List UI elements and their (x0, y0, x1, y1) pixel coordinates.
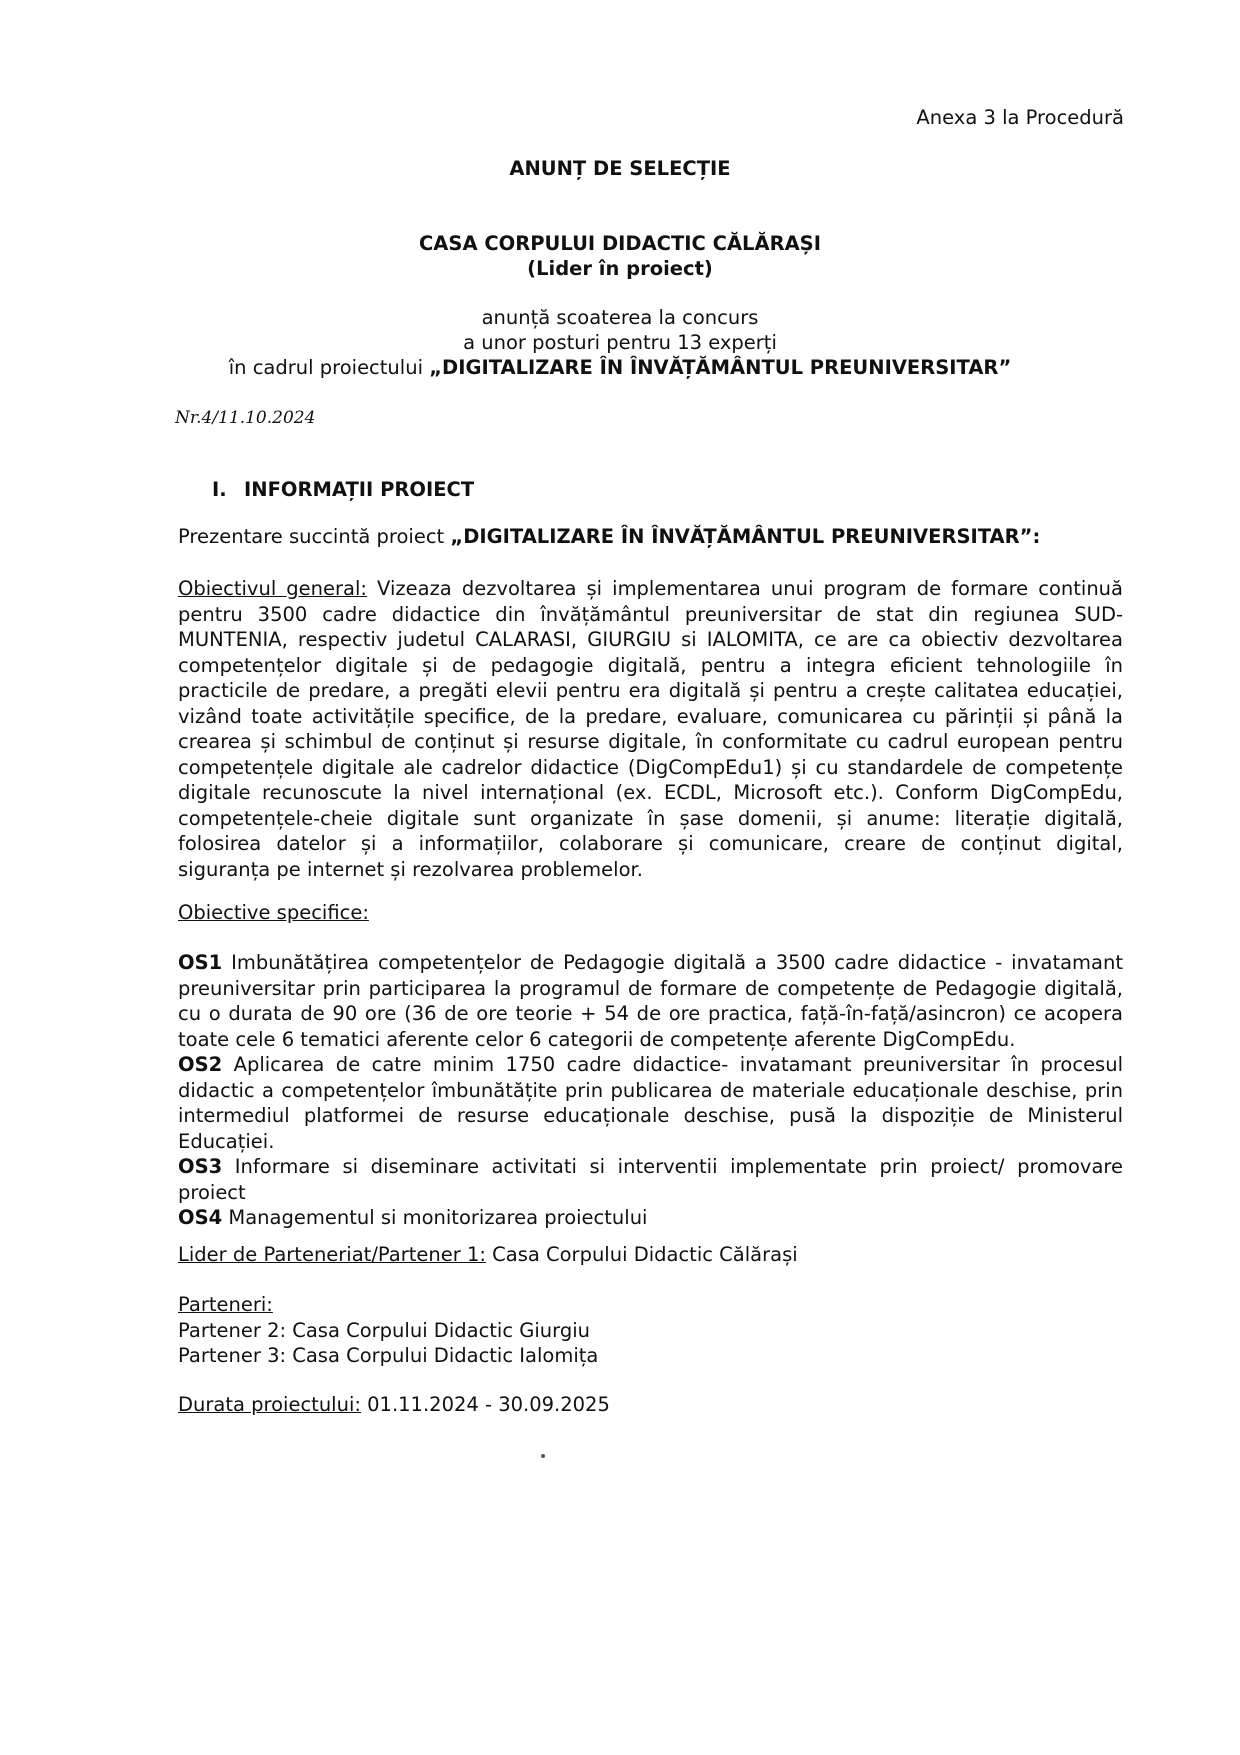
objective-code: OS3 (178, 1155, 223, 1178)
organization-name: CASA CORPULUI DIDACTIC CĂLĂRAȘI (419, 232, 821, 255)
objective-item (178, 1154, 1123, 1205)
objective-item (178, 1205, 1123, 1231)
project-intro (178, 524, 1123, 550)
objective-code: OS1 (178, 951, 223, 974)
duration-label: Durata proiectului: (178, 1393, 361, 1416)
announcement-line-1: anunță scoaterea la concurs (481, 306, 759, 329)
section-number: I. (212, 478, 227, 501)
announcement-line-3 (0, 356, 1240, 379)
section-title: INFORMAȚII PROIECT (244, 478, 475, 501)
project-duration (178, 1392, 1123, 1418)
partners-label: Parteneri: (178, 1293, 273, 1316)
page-title: ANUNȚ DE SELECȚIE (509, 157, 731, 180)
objective-text: Informare si diseminare activitati si interventii implementate prin proiect/ promovare proiect (178, 1155, 1123, 1204)
objective-text: Imbunătățirea competențelor de Pedagogie digitală a 3500 cadre didactice - invatamant preuniversitar prin participarea la programul de formare de competențe de Pedagogie digitală, cu o durata de 90 ore (36 de ore teorie + 54 de ore practica, față-în-față/asincron) ce acopera toate cele 6 tematici aferente celor 6 categorii de competențe aferente DigCompEdu. (178, 951, 1123, 1051)
objective-text: Aplicarea de catre minim 1750 cadre didactice- invatamant preuniversitar în procesul didactic a competențelor îmbunătățite prin publicarea de materiale educaționale deschise, prin intermediul platformei de resurse educaționale deschise, pusă la dispoziție de Ministerul Educației. (178, 1053, 1123, 1153)
announcement-prefix: în cadrul proiectului (228, 356, 430, 379)
partners-block (178, 1292, 1123, 1369)
organization-role: (Lider în proiect) (527, 257, 713, 280)
leader-label: Lider de Parteneriat/Partener 1: (178, 1243, 486, 1266)
intro-prefix: Prezentare succintă proiect (178, 525, 451, 548)
objective-code: OS4 (178, 1206, 223, 1229)
project-name: „DIGITALIZARE ÎN ÎNVĂȚĂMÂNTUL PREUNIVERSITAR” (429, 356, 1012, 379)
section-heading (212, 478, 474, 501)
objective-code: OS2 (178, 1053, 223, 1076)
announcement-line-2: a unor posturi pentru 13 experți (463, 331, 777, 354)
partner-item: Partener 2: Casa Corpului Didactic Giurgiu (178, 1318, 590, 1342)
annex-label: Anexa 3 la Procedură (916, 106, 1124, 129)
project-leader (178, 1242, 1123, 1268)
scan-speck (541, 1454, 545, 1458)
general-objective-text: Vizeaza dezvoltarea și implementarea unui program de formare continuă pentru 3500 cadre didactice din învățământul preuniversitar de stat din regiunea SUD-MUNTENIA, respectiv judetul CALARASI, GIURGIU si IALOMITA, ce are ca obiectiv dezvoltarea competențelor digitale și de pedagogie digitală, pentru a integra eficient tehnologiile în practicile de predare, a pregăti elevii pentru era digitală și pentru a crește calitatea educației, vizând toate activitățile specifice, de la predare, evaluare, comunicarea cu părinții și până la crearea și schimbul de conținut și resurse digitale, în conformitate cu cadrul european pentru competențele digitale ale cadrelor didactice (DigCompEdu1) și cu standardele de competențe digitale recunoscute la nivel internațional (ex. ECDL, Microsoft etc.). Conform DigCompEdu, competențele-cheie digitale sunt organizate în șase domenii, și anume: literație digitală, folosirea datelor și a informațiilor, colaborare și comunicare, creare de conținut digital, siguranța pe internet și rezolvarea problemelor. (178, 577, 1123, 881)
specific-objectives-list (178, 950, 1123, 1231)
objective-item (178, 950, 1123, 1052)
objective-item (178, 1052, 1123, 1154)
leader-value: Casa Corpului Didactic Călărași (485, 1243, 798, 1266)
objective-text: Managementul si monitorizarea proiectului (222, 1206, 648, 1229)
general-objective (178, 576, 1123, 882)
partner-item: Partener 3: Casa Corpului Didactic Ialomița (178, 1344, 599, 1367)
duration-value: 01.11.2024 - 30.09.2025 (360, 1393, 610, 1416)
general-objective-label: Obiectivul general: (178, 577, 367, 600)
specific-objectives-label: Obiective specifice: (178, 901, 369, 924)
intro-project-name: „DIGITALIZARE ÎN ÎNVĂȚĂMÂNTUL PREUNIVERSITAR”: (450, 525, 1041, 548)
document-number: Nr.4/11.10.2024 (175, 408, 316, 428)
